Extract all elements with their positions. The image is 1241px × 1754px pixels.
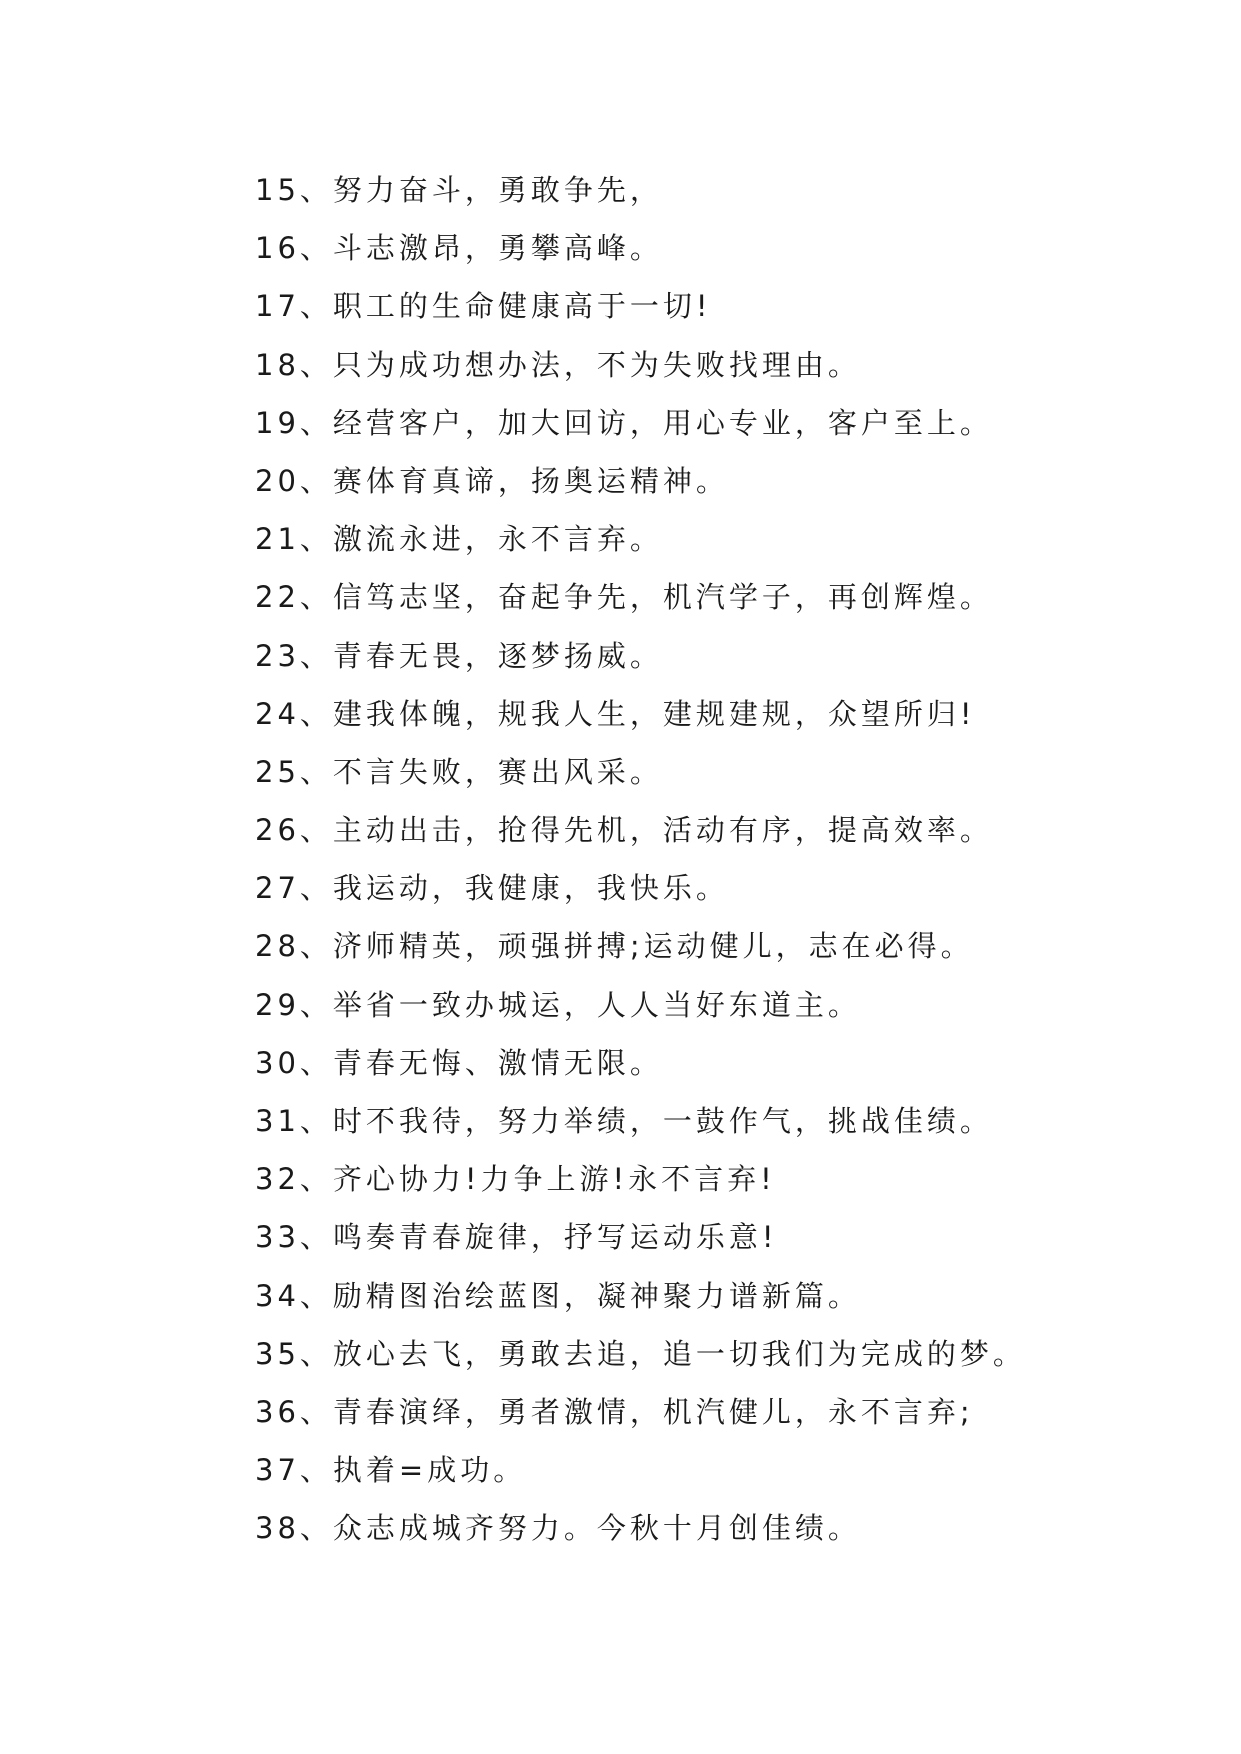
list-item: 19、经营客户，加大回访，用心专业，客户至上。 [255, 405, 993, 440]
list-item: 28、济师精英，顽强拼搏;运动健儿，志在必得。 [255, 929, 974, 964]
list-item: 26、主动出击，抢得先机，活动有序，提高效率。 [255, 813, 993, 848]
list-item: 33、鸣奏青春旋律，抒写运动乐意! [255, 1220, 778, 1255]
list-item: 15、努力奋斗，勇敢争先， [255, 173, 663, 207]
list-item: 25、不言失败，赛出风采。 [255, 754, 663, 789]
list-item: 21、激流永进，永不言弃。 [255, 522, 663, 557]
list-item: 36、青春演绎，勇者激情，机汽健儿，永不言弃; [255, 1394, 974, 1429]
list-item: 32、齐心协力!力争上游!永不言弃! [255, 1162, 776, 1197]
list-item: 16、斗志激昂，勇攀高峰。 [255, 231, 663, 266]
list-item: 23、青春无畏，逐梦扬威。 [255, 638, 663, 673]
list-item: 37、执着=成功。 [255, 1453, 527, 1488]
list-item: 20、赛体育真谛，扬奥运精神。 [255, 463, 729, 498]
list-item: 30、青春无悔、激情无限。 [255, 1045, 663, 1080]
list-item: 17、职工的生命健康高于一切! [255, 289, 712, 324]
list-item: 27、我运动，我健康，我快乐。 [255, 871, 729, 906]
list-item: 38、众志成城齐努力。今秋十月创佳绩。 [255, 1511, 861, 1546]
list-item: 35、放心去飞，勇敢去追，追一切我们为完成的梦。 [255, 1336, 1026, 1371]
list-item: 18、只为成功想办法，不为失败找理由。 [255, 347, 861, 382]
slogan-list [255, 161, 1155, 1558]
list-item: 24、建我体魄，规我人生，建规建规，众望所归! [255, 696, 976, 731]
list-item: 29、举省一致办城运，人人当好东道主。 [255, 987, 861, 1022]
list-item: 31、时不我待，努力举绩，一鼓作气，挑战佳绩。 [255, 1104, 993, 1138]
list-item: 34、励精图治绘蓝图，凝神聚力谱新篇。 [255, 1278, 861, 1313]
list-item: 22、信笃志坚，奋起争先，机汽学子，再创辉煌。 [255, 580, 993, 615]
